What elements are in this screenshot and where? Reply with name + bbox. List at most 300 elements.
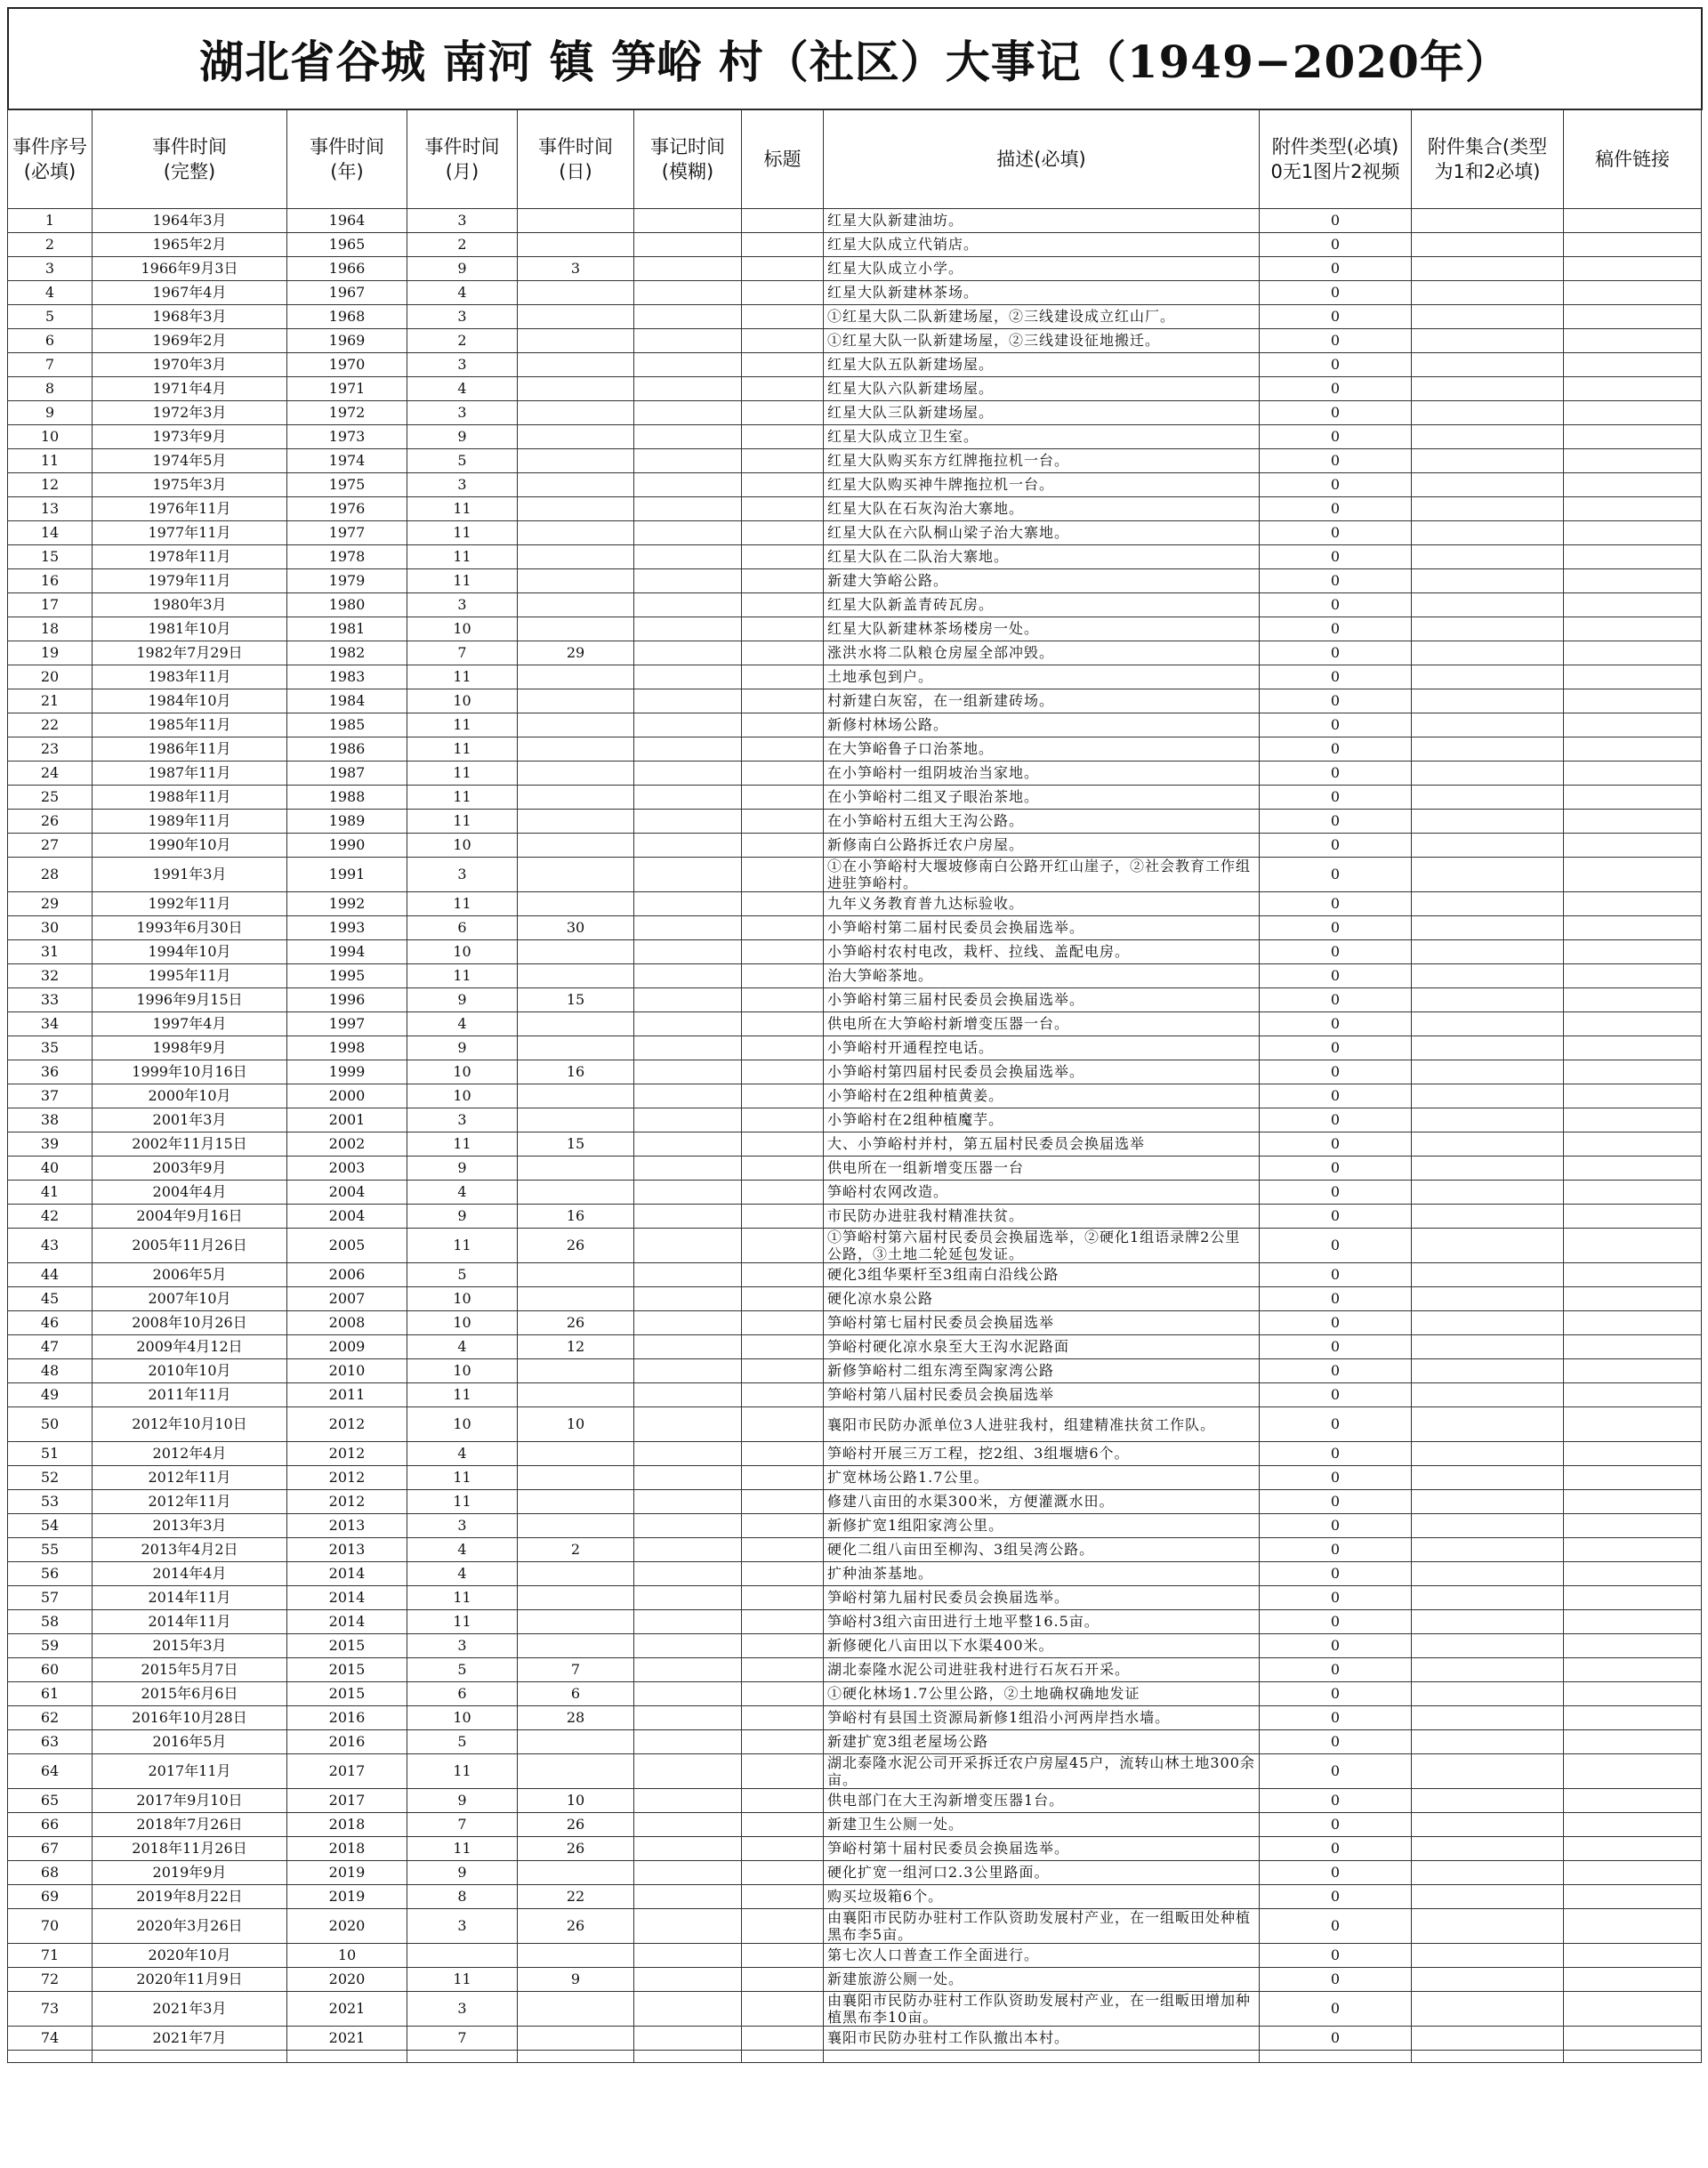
- table-row: [8, 521, 1702, 545]
- cell-day: 10: [518, 1407, 634, 1442]
- table-row: [8, 1610, 1702, 1634]
- cell-year: 1987: [287, 762, 407, 786]
- cell-link: [1564, 988, 1702, 1012]
- cell-month: 3: [407, 209, 518, 233]
- cell-day: [518, 892, 634, 916]
- cell-heading: [742, 473, 824, 497]
- cell-seq: 66: [8, 1813, 93, 1837]
- cell-attachment-set: [1412, 1682, 1564, 1706]
- cell-time-full: 1985年11月: [93, 713, 287, 737]
- table-row: [8, 449, 1702, 473]
- table-row: [8, 1383, 1702, 1407]
- cell-year: 2014: [287, 1610, 407, 1634]
- cell-day: [518, 1562, 634, 1586]
- cell-month: 2: [407, 329, 518, 353]
- cell-seq: 58: [8, 1610, 93, 1634]
- cell-seq: 2: [8, 233, 93, 257]
- table-row: [8, 1754, 1702, 1789]
- cell-year: 1976: [287, 497, 407, 521]
- cell-month: 11: [407, 1466, 518, 1490]
- cell-attachment-set: [1412, 1706, 1564, 1730]
- cell-attachment-set: [1412, 1263, 1564, 1287]
- blank-row: [8, 2051, 1702, 2063]
- cell-heading: [742, 1861, 824, 1885]
- cell-fuzzy: [634, 1132, 742, 1157]
- cell-desc: 红星大队在二队治大寨地。: [824, 545, 1260, 569]
- cell-desc: 新建卫生公厕一处。: [824, 1813, 1260, 1837]
- cell-fuzzy: [634, 473, 742, 497]
- table-row: [8, 569, 1702, 593]
- cell-time-full: 2017年11月: [93, 1754, 287, 1789]
- cell-desc: 在小笋峪村五组大王沟公路。: [824, 810, 1260, 834]
- cell-fuzzy: [634, 257, 742, 281]
- cell-day: 29: [518, 641, 634, 665]
- cell-heading: [742, 689, 824, 713]
- cell-year: 1979: [287, 569, 407, 593]
- cell-desc: 在小笋峪村一组阴坡治当家地。: [824, 762, 1260, 786]
- cell-attachment-type: 0: [1260, 964, 1412, 988]
- cell-time-full: 2020年3月26日: [93, 1909, 287, 1944]
- cell-desc: 笋峪村第九届村民委员会换届选举。: [824, 1586, 1260, 1610]
- cell-attachment-type: 0: [1260, 425, 1412, 449]
- cell-fuzzy: [634, 1466, 742, 1490]
- cell-time-full: 1968年3月: [93, 305, 287, 329]
- cell-seq: 56: [8, 1562, 93, 1586]
- cell-attachment-set: [1412, 1359, 1564, 1383]
- cell-attachment-type: 0: [1260, 1586, 1412, 1610]
- cell-day: [518, 1036, 634, 1060]
- cell-link: [1564, 1263, 1702, 1287]
- cell-link: [1564, 1586, 1702, 1610]
- cell-month: 9: [407, 1789, 518, 1813]
- cell-heading: [742, 1181, 824, 1205]
- cell-link: [1564, 1789, 1702, 1813]
- cell-attachment-set: [1412, 1813, 1564, 1837]
- cell-attachment-type: 0: [1260, 1706, 1412, 1730]
- cell-year: 1999: [287, 1060, 407, 1084]
- cell-attachment-type: 0: [1260, 1682, 1412, 1706]
- cell-seq: 13: [8, 497, 93, 521]
- cell-year: 2020: [287, 1909, 407, 1944]
- cell-desc: ①硬化林场1.7公里公路，②土地确权确地发证: [824, 1682, 1260, 1706]
- cell-fuzzy: [634, 593, 742, 617]
- cell-day: 26: [518, 1229, 634, 1263]
- cell-month: 3: [407, 593, 518, 617]
- cell-time-full: 2019年9月: [93, 1861, 287, 1885]
- cell-seq: 19: [8, 641, 93, 665]
- cell-desc: 笋峪村农网改造。: [824, 1181, 1260, 1205]
- cell-year: 2021: [287, 1992, 407, 2027]
- cell-seq: 1: [8, 209, 93, 233]
- cell-link: [1564, 233, 1702, 257]
- cell-month: 11: [407, 762, 518, 786]
- cell-time-full: 1977年11月: [93, 521, 287, 545]
- cell-fuzzy: [634, 353, 742, 377]
- cell-heading: [742, 1335, 824, 1359]
- cell-link: [1564, 1287, 1702, 1311]
- cell-fuzzy: [634, 1442, 742, 1466]
- cell-time-full: 2008年10月26日: [93, 1311, 287, 1335]
- cell-seq: 11: [8, 449, 93, 473]
- cell-desc: 红星大队成立卫生室。: [824, 425, 1260, 449]
- cell-time-full: 2011年11月: [93, 1383, 287, 1407]
- cell-month: 9: [407, 257, 518, 281]
- cell-month: 7: [407, 2027, 518, 2051]
- cell-attachment-set: [1412, 1968, 1564, 1992]
- cell-attachment-set: [1412, 689, 1564, 713]
- cell-desc: 由襄阳市民防办驻村工作队资助发展村产业，在一组畈田增加种植黑布李10亩。: [824, 1992, 1260, 2027]
- table-row: [8, 1992, 1702, 2027]
- cell-day: [518, 1490, 634, 1514]
- cell-time-full: 1999年10月16日: [93, 1060, 287, 1084]
- cell-desc: 红星大队六队新建场屋。: [824, 377, 1260, 401]
- blank-cell: [1412, 2051, 1564, 2063]
- cell-attachment-set: [1412, 1012, 1564, 1036]
- cell-heading: [742, 964, 824, 988]
- cell-desc: 红星大队新盖青砖瓦房。: [824, 593, 1260, 617]
- table-row: [8, 1442, 1702, 1466]
- cell-day: 26: [518, 1837, 634, 1861]
- table-row: [8, 353, 1702, 377]
- cell-attachment-type: 0: [1260, 1157, 1412, 1181]
- cell-year: 1980: [287, 593, 407, 617]
- cell-link: [1564, 1837, 1702, 1861]
- cell-attachment-type: 0: [1260, 1383, 1412, 1407]
- header-attachment-set: 附件集合(类型 为1和2必填): [1412, 109, 1564, 209]
- cell-time-full: 1997年4月: [93, 1012, 287, 1036]
- cell-desc: 红星大队在石灰沟治大寨地。: [824, 497, 1260, 521]
- cell-attachment-type: 0: [1260, 1968, 1412, 1992]
- table-row: [8, 1108, 1702, 1132]
- cell-day: 26: [518, 1909, 634, 1944]
- table-row: [8, 1181, 1702, 1205]
- cell-link: [1564, 1181, 1702, 1205]
- cell-day: [518, 449, 634, 473]
- table-row: [8, 281, 1702, 305]
- cell-seq: 8: [8, 377, 93, 401]
- cell-desc: 襄阳市民防办驻村工作队撤出本村。: [824, 2027, 1260, 2051]
- cell-attachment-type: 0: [1260, 521, 1412, 545]
- cell-link: [1564, 1490, 1702, 1514]
- cell-attachment-set: [1412, 916, 1564, 940]
- cell-attachment-set: [1412, 401, 1564, 425]
- cell-heading: [742, 1383, 824, 1407]
- table-row: [8, 641, 1702, 665]
- cell-day: [518, 834, 634, 858]
- cell-fuzzy: [634, 892, 742, 916]
- cell-fuzzy: [634, 1813, 742, 1837]
- cell-year: 1994: [287, 940, 407, 964]
- cell-month: 5: [407, 1263, 518, 1287]
- cell-attachment-set: [1412, 593, 1564, 617]
- cell-month: 10: [407, 834, 518, 858]
- cell-attachment-type: 0: [1260, 1789, 1412, 1813]
- cell-link: [1564, 1861, 1702, 1885]
- cell-heading: [742, 1562, 824, 1586]
- cell-attachment-type: 0: [1260, 1229, 1412, 1263]
- cell-year: 1992: [287, 892, 407, 916]
- cell-heading: [742, 617, 824, 641]
- cell-heading: [742, 2027, 824, 2051]
- cell-attachment-type: 0: [1260, 665, 1412, 689]
- cell-year: 2015: [287, 1658, 407, 1682]
- cell-fuzzy: [634, 1992, 742, 2027]
- cell-time-full: 2002年11月15日: [93, 1132, 287, 1157]
- cell-seq: 50: [8, 1407, 93, 1442]
- cell-link: [1564, 810, 1702, 834]
- cell-seq: 29: [8, 892, 93, 916]
- cell-attachment-set: [1412, 425, 1564, 449]
- cell-month: 5: [407, 449, 518, 473]
- cell-seq: 41: [8, 1181, 93, 1205]
- cell-fuzzy: [634, 617, 742, 641]
- cell-seq: 18: [8, 617, 93, 641]
- cell-time-full: 2014年4月: [93, 1562, 287, 1586]
- cell-link: [1564, 1311, 1702, 1335]
- cell-seq: 59: [8, 1634, 93, 1658]
- cell-day: [518, 940, 634, 964]
- cell-fuzzy: [634, 940, 742, 964]
- cell-heading: [742, 1060, 824, 1084]
- cell-heading: [742, 305, 824, 329]
- table-row: [8, 1562, 1702, 1586]
- cell-link: [1564, 545, 1702, 569]
- cell-seq: 55: [8, 1538, 93, 1562]
- table-row: [8, 1263, 1702, 1287]
- cell-heading: [742, 858, 824, 892]
- cell-attachment-set: [1412, 1538, 1564, 1562]
- cell-heading: [742, 1287, 824, 1311]
- cell-year: 2008: [287, 1311, 407, 1335]
- cell-attachment-set: [1412, 1466, 1564, 1490]
- cell-attachment-type: 0: [1260, 916, 1412, 940]
- cell-time-full: 2015年6月6日: [93, 1682, 287, 1706]
- cell-month: 4: [407, 1181, 518, 1205]
- cell-attachment-set: [1412, 858, 1564, 892]
- cell-day: [518, 1730, 634, 1754]
- cell-day: [518, 737, 634, 762]
- cell-time-full: 2010年10月: [93, 1359, 287, 1383]
- cell-heading: [742, 353, 824, 377]
- cell-month: 2: [407, 233, 518, 257]
- cell-link: [1564, 665, 1702, 689]
- cell-attachment-type: 0: [1260, 1466, 1412, 1490]
- cell-seq: 23: [8, 737, 93, 762]
- cell-month: 4: [407, 1562, 518, 1586]
- cell-heading: [742, 1466, 824, 1490]
- table-row: [8, 988, 1702, 1012]
- cell-attachment-type: 0: [1260, 1132, 1412, 1157]
- cell-desc: 大、小笋峪村并村，第五届村民委员会换届选举: [824, 1132, 1260, 1157]
- cell-link: [1564, 1335, 1702, 1359]
- cell-attachment-set: [1412, 617, 1564, 641]
- cell-fuzzy: [634, 964, 742, 988]
- cell-fuzzy: [634, 1944, 742, 1968]
- cell-day: [518, 1012, 634, 1036]
- cell-attachment-set: [1412, 1490, 1564, 1514]
- table-row: [8, 305, 1702, 329]
- cell-attachment-type: 0: [1260, 713, 1412, 737]
- cell-year: 2013: [287, 1514, 407, 1538]
- cell-attachment-set: [1412, 1229, 1564, 1263]
- table-row: [8, 786, 1702, 810]
- cell-attachment-type: 0: [1260, 1012, 1412, 1036]
- cell-month: 11: [407, 1754, 518, 1789]
- cell-fuzzy: [634, 858, 742, 892]
- cell-attachment-set: [1412, 1205, 1564, 1229]
- cell-year: 2019: [287, 1885, 407, 1909]
- table-row: [8, 834, 1702, 858]
- cell-heading: [742, 545, 824, 569]
- cell-month: 4: [407, 1442, 518, 1466]
- cell-attachment-type: 0: [1260, 1060, 1412, 1084]
- cell-desc: ①红星大队一队新建场屋，②三线建设征地搬迁。: [824, 329, 1260, 353]
- cell-fuzzy: [634, 1837, 742, 1861]
- cell-year: 2012: [287, 1466, 407, 1490]
- cell-seq: 15: [8, 545, 93, 569]
- chronicle-sheet: [7, 7, 1701, 2161]
- cell-time-full: 2018年11月26日: [93, 1837, 287, 1861]
- cell-desc: 新修硬化八亩田以下水渠400米。: [824, 1634, 1260, 1658]
- cell-attachment-type: 0: [1260, 1181, 1412, 1205]
- cell-attachment-set: [1412, 786, 1564, 810]
- cell-day: [518, 1157, 634, 1181]
- cell-fuzzy: [634, 305, 742, 329]
- cell-month: 9: [407, 1036, 518, 1060]
- cell-fuzzy: [634, 521, 742, 545]
- cell-time-full: 1972年3月: [93, 401, 287, 425]
- cell-fuzzy: [634, 497, 742, 521]
- cell-attachment-set: [1412, 1754, 1564, 1789]
- cell-month: 11: [407, 569, 518, 593]
- cell-year: 2005: [287, 1229, 407, 1263]
- cell-attachment-type: 0: [1260, 1407, 1412, 1442]
- cell-month: 3: [407, 1909, 518, 1944]
- cell-day: 26: [518, 1813, 634, 1837]
- cell-month: 10: [407, 1311, 518, 1335]
- cell-attachment-set: [1412, 964, 1564, 988]
- cell-heading: [742, 737, 824, 762]
- cell-heading: [742, 401, 824, 425]
- cell-day: [518, 786, 634, 810]
- cell-heading: [742, 1837, 824, 1861]
- cell-link: [1564, 593, 1702, 617]
- cell-attachment-type: 0: [1260, 473, 1412, 497]
- cell-time-full: 1991年3月: [93, 858, 287, 892]
- cell-fuzzy: [634, 834, 742, 858]
- cell-fuzzy: [634, 1335, 742, 1359]
- cell-desc: 湖北泰隆水泥公司进驻我村进行石灰石开采。: [824, 1658, 1260, 1682]
- cell-attachment-set: [1412, 1634, 1564, 1658]
- cell-attachment-set: [1412, 1036, 1564, 1060]
- blank-cell: [8, 2051, 93, 2063]
- cell-attachment-set: [1412, 1944, 1564, 1968]
- cell-fuzzy: [634, 1658, 742, 1682]
- cell-time-full: 2004年9月16日: [93, 1205, 287, 1229]
- cell-year: 2013: [287, 1538, 407, 1562]
- cell-month: 10: [407, 689, 518, 713]
- cell-month: 3: [407, 353, 518, 377]
- cell-day: [518, 1383, 634, 1407]
- table-row: [8, 1359, 1702, 1383]
- cell-link: [1564, 1060, 1702, 1084]
- cell-month: 3: [407, 473, 518, 497]
- cell-seq: 35: [8, 1036, 93, 1060]
- cell-time-full: 2012年11月: [93, 1490, 287, 1514]
- cell-heading: [742, 834, 824, 858]
- cell-link: [1564, 1229, 1702, 1263]
- cell-link: [1564, 689, 1702, 713]
- cell-fuzzy: [634, 2027, 742, 2051]
- cell-day: [518, 377, 634, 401]
- cell-attachment-type: 0: [1260, 593, 1412, 617]
- cell-heading: [742, 1730, 824, 1754]
- cell-year: 1968: [287, 305, 407, 329]
- cell-link: [1564, 353, 1702, 377]
- cell-fuzzy: [634, 1586, 742, 1610]
- cell-seq: 37: [8, 1084, 93, 1108]
- header-time-full: 事件时间 (完整): [93, 109, 287, 209]
- cell-heading: [742, 1538, 824, 1562]
- cell-link: [1564, 858, 1702, 892]
- cell-heading: [742, 892, 824, 916]
- cell-attachment-type: 0: [1260, 1992, 1412, 2027]
- cell-day: 22: [518, 1885, 634, 1909]
- cell-desc: 湖北泰隆水泥公司开采拆迁农户房屋45户，流转山林土地300余亩。: [824, 1754, 1260, 1789]
- cell-month: 8: [407, 1885, 518, 1909]
- cell-fuzzy: [634, 689, 742, 713]
- cell-fuzzy: [634, 1538, 742, 1562]
- cell-fuzzy: [634, 737, 742, 762]
- table-row: [8, 1036, 1702, 1060]
- cell-year: 2016: [287, 1730, 407, 1754]
- cell-month: 11: [407, 1383, 518, 1407]
- cell-link: [1564, 1383, 1702, 1407]
- cell-seq: 46: [8, 1311, 93, 1335]
- cell-day: [518, 762, 634, 786]
- cell-fuzzy: [634, 810, 742, 834]
- cell-time-full: 1971年4月: [93, 377, 287, 401]
- cell-attachment-type: 0: [1260, 569, 1412, 593]
- cell-link: [1564, 1658, 1702, 1682]
- cell-heading: [742, 377, 824, 401]
- cell-attachment-set: [1412, 1311, 1564, 1335]
- cell-day: [518, 1181, 634, 1205]
- cell-time-full: 2001年3月: [93, 1108, 287, 1132]
- cell-seq: 57: [8, 1586, 93, 1610]
- cell-desc: 红星大队三队新建场屋。: [824, 401, 1260, 425]
- table-row: [8, 329, 1702, 353]
- cell-day: [518, 593, 634, 617]
- cell-seq: 44: [8, 1263, 93, 1287]
- cell-day: 15: [518, 1132, 634, 1157]
- cell-fuzzy: [634, 425, 742, 449]
- cell-day: [518, 1084, 634, 1108]
- cell-attachment-type: 0: [1260, 1359, 1412, 1383]
- cell-day: [518, 425, 634, 449]
- cell-seq: 70: [8, 1909, 93, 1944]
- cell-month: [407, 1944, 518, 1968]
- cell-year: 2012: [287, 1442, 407, 1466]
- cell-link: [1564, 1359, 1702, 1383]
- cell-month: 3: [407, 401, 518, 425]
- table-row: [8, 545, 1702, 569]
- cell-year: 1990: [287, 834, 407, 858]
- cell-link: [1564, 449, 1702, 473]
- cell-attachment-set: [1412, 1060, 1564, 1084]
- cell-attachment-type: 0: [1260, 1036, 1412, 1060]
- table-row: [8, 617, 1702, 641]
